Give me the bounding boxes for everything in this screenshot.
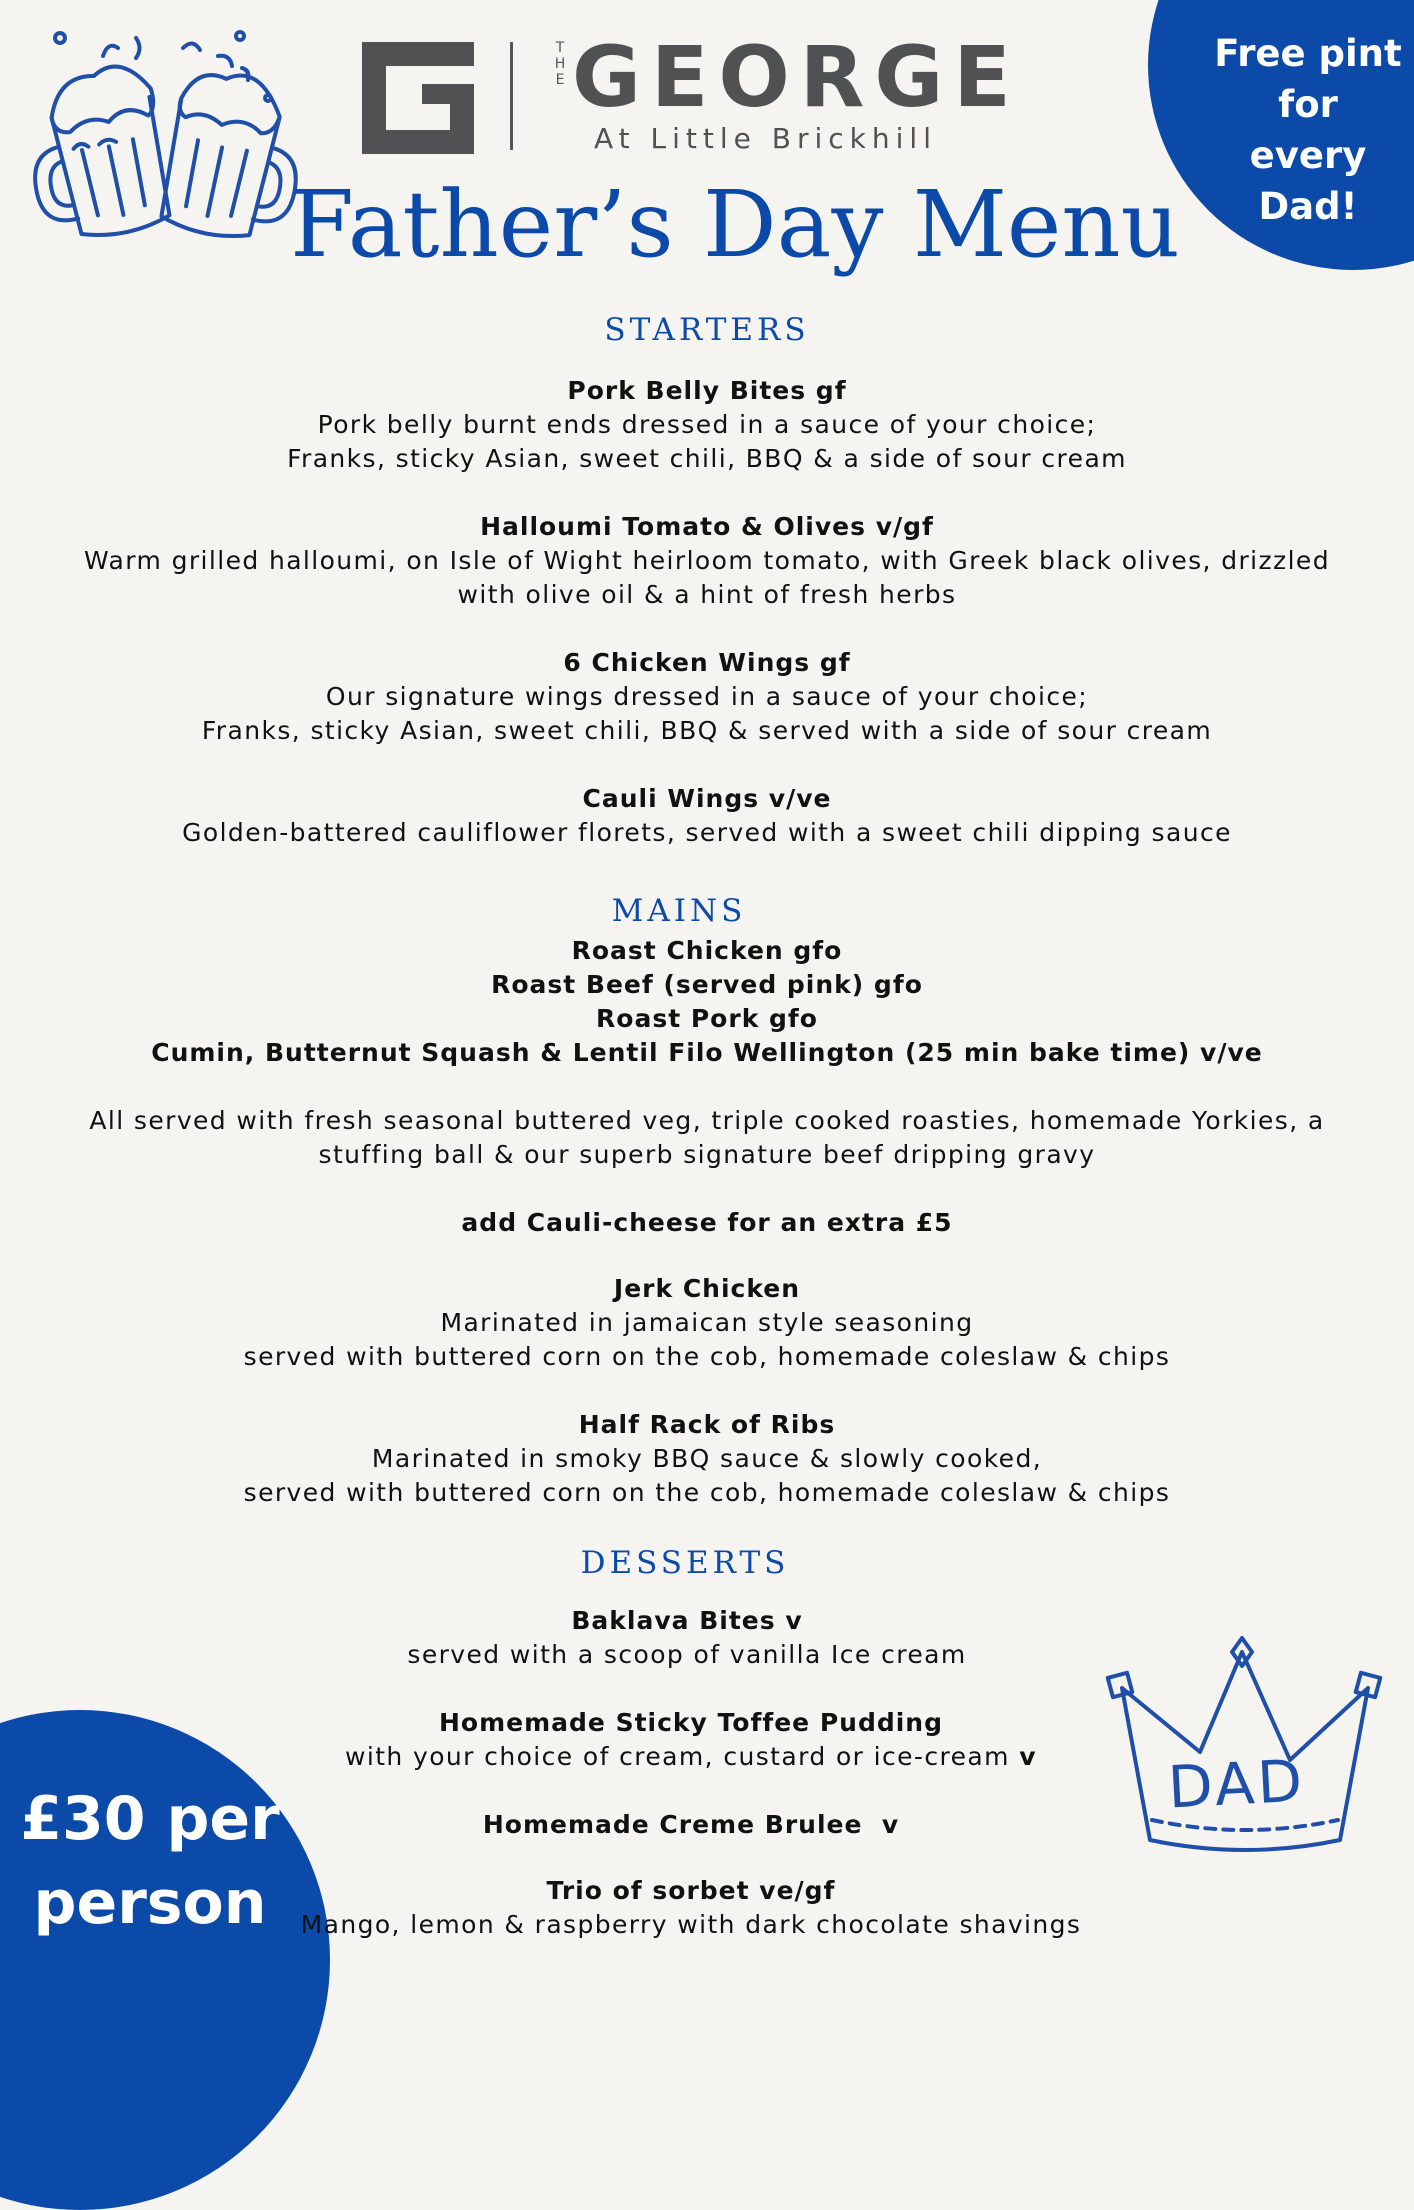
- dish-desc: Marinated in jamaican style seasoning: [440, 1308, 974, 1337]
- dish-name: Cauli Wings v/ve: [582, 784, 832, 813]
- page-title: Father’s Day Menu: [290, 171, 1180, 278]
- starter-cauli-wings: [0, 782, 1414, 850]
- dish-name: Homemade Sticky Toffee Pudding: [439, 1708, 943, 1737]
- dish-desc: Mango, lemon & raspberry with dark chocolate shavings: [300, 1910, 1082, 1939]
- mains-served-with: [0, 1104, 1414, 1172]
- dish-desc: Warm grilled halloumi, on Isle of Wight heirloom tomato, with Greek black olives, drizzled: [84, 546, 1330, 575]
- dish-name: Cumin, Butternut Squash & Lentil Filo Wellington (25 min bake time) v/ve: [151, 1038, 1263, 1067]
- dish-name: Halloumi Tomato & Olives v/gf: [480, 512, 934, 541]
- dish-desc: with olive oil & a hint of fresh herbs: [457, 580, 957, 609]
- dish-desc: Marinated in smoky BBQ sauce & slowly cooked,: [371, 1444, 1043, 1473]
- dish-desc: Our signature wings dressed in a sauce of your choice;: [325, 682, 1089, 711]
- starter-chicken-wings: [0, 646, 1414, 748]
- dish-name: add Cauli-cheese for an extra £5: [461, 1208, 953, 1237]
- price-text: £30 per person: [20, 1784, 280, 1938]
- main-ribs: [0, 1408, 1414, 1510]
- dish-desc: Golden-battered cauliflower florets, served with a sweet chili dipping sauce: [182, 818, 1232, 847]
- dish-name: Homemade Creme Brulee v: [482, 1810, 900, 1839]
- desserts-heading: DESSERTS: [580, 1545, 790, 1581]
- dish-desc: All served with fresh seasonal buttered veg, triple cooked roasties, homemade Yorkies, a: [89, 1106, 1325, 1135]
- dish-desc: Franks, sticky Asian, sweet chili, BBQ & a side of sour cream: [287, 444, 1127, 473]
- dish-desc: Franks, sticky Asian, sweet chili, BBQ & served with a side of sour cream: [201, 716, 1213, 745]
- crown-text: DAD: [1166, 1746, 1307, 1822]
- starters-heading: STARTERS: [604, 312, 810, 348]
- mains-roasts: [0, 934, 1414, 1070]
- dish-name: Roast Beef (served pink) gfo: [491, 970, 923, 999]
- crown-icon: [1100, 1630, 1390, 1860]
- dessert-sorbet: [0, 1874, 1398, 1942]
- free-pint-text: Free pint for every Dad!: [1214, 32, 1402, 228]
- dish-name: 6 Chicken Wings gf: [563, 648, 851, 677]
- dish-name: Pork Belly Bites gf: [567, 376, 847, 405]
- dish-desc: stuffing ball & our superb signature beef dripping gravy: [318, 1140, 1096, 1169]
- main-jerk-chicken: [0, 1272, 1414, 1374]
- dish-name: Roast Chicken gfo: [571, 936, 843, 965]
- dish-desc: served with buttered corn on the cob, homemade coleslaw & chips: [243, 1342, 1171, 1371]
- logo-subtitle: At Little Brickhill: [594, 122, 937, 155]
- starter-halloumi: [0, 510, 1414, 612]
- dish-name: Roast Pork gfo: [596, 1004, 818, 1033]
- dish-desc: served with buttered corn on the cob, homemade coleslaw & chips: [243, 1478, 1171, 1507]
- mains-heading: MAINS: [611, 893, 747, 929]
- dish-desc: served with a scoop of vanilla Ice cream: [407, 1640, 967, 1669]
- logo-divider: [510, 42, 513, 150]
- logo-g-mark: [362, 42, 474, 154]
- dish-name: Half Rack of Ribs: [578, 1410, 836, 1439]
- dish-name: Trio of sorbet ve/gf: [546, 1876, 836, 1905]
- dish-name: Jerk Chicken: [613, 1274, 801, 1303]
- dish-desc: with your choice of cream, custard or ice-cream v: [345, 1742, 1037, 1771]
- dish-desc: Pork belly burnt ends dressed in a sauce of your choice;: [317, 410, 1097, 439]
- starter-pork-belly: [0, 374, 1414, 476]
- logo-the: THE: [552, 40, 568, 88]
- dish-name: Baklava Bites v: [571, 1606, 803, 1635]
- logo-name: GEORGE: [572, 28, 1021, 126]
- mains-extra: [0, 1206, 1414, 1240]
